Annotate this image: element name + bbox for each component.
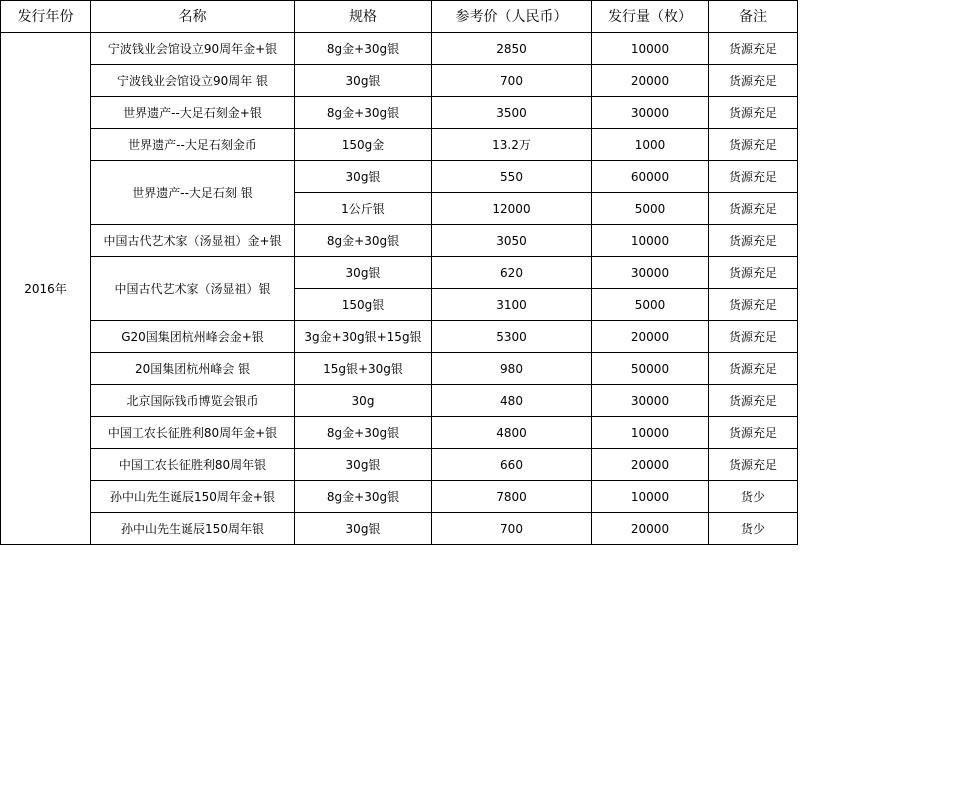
quantity-cell[interactable]: 10000	[592, 481, 709, 513]
price-cell[interactable]: 5300	[432, 321, 592, 353]
price-cell[interactable]: 7800	[432, 481, 592, 513]
name-cell[interactable]: 世界遗产--大足石刻金+银	[91, 97, 295, 129]
header-spec[interactable]: 规格	[295, 1, 432, 33]
year-cell[interactable]: 2016年	[1, 33, 91, 545]
remark-cell[interactable]: 货源充足	[709, 97, 798, 129]
price-cell[interactable]: 660	[432, 449, 592, 481]
price-cell[interactable]: 980	[432, 353, 592, 385]
price-cell[interactable]: 700	[432, 513, 592, 545]
header-year[interactable]: 发行年份	[1, 1, 91, 33]
name-cell[interactable]: 中国工农长征胜利80周年银	[91, 449, 295, 481]
quantity-cell[interactable]: 10000	[592, 33, 709, 65]
table-row	[1, 225, 798, 257]
remark-cell[interactable]: 货源充足	[709, 417, 798, 449]
remark-cell[interactable]: 货源充足	[709, 193, 798, 225]
spec-cell[interactable]: 30g银	[295, 513, 432, 545]
quantity-cell[interactable]: 10000	[592, 225, 709, 257]
spec-cell[interactable]: 30g	[295, 385, 432, 417]
name-cell[interactable]: 中国古代艺术家（汤显祖）金+银	[91, 225, 295, 257]
table-row	[1, 513, 798, 545]
table-row	[1, 97, 798, 129]
spec-cell[interactable]: 1公斤银	[295, 193, 432, 225]
remark-cell[interactable]: 货源充足	[709, 353, 798, 385]
spec-cell[interactable]: 30g银	[295, 161, 432, 193]
name-cell[interactable]: 20国集团杭州峰会 银	[91, 353, 295, 385]
quantity-cell[interactable]: 30000	[592, 257, 709, 289]
header-row	[1, 1, 798, 33]
price-cell[interactable]: 620	[432, 257, 592, 289]
quantity-cell[interactable]: 30000	[592, 97, 709, 129]
table-row	[1, 65, 798, 97]
remark-cell[interactable]: 货源充足	[709, 161, 798, 193]
quantity-cell[interactable]: 30000	[592, 385, 709, 417]
quantity-cell[interactable]: 20000	[592, 513, 709, 545]
price-cell[interactable]: 550	[432, 161, 592, 193]
price-cell[interactable]: 3050	[432, 225, 592, 257]
spec-cell[interactable]: 8g金+30g银	[295, 225, 432, 257]
name-cell[interactable]: 世界遗产--大足石刻金币	[91, 129, 295, 161]
quantity-cell[interactable]: 20000	[592, 321, 709, 353]
quantity-cell[interactable]: 5000	[592, 193, 709, 225]
remark-cell[interactable]: 货少	[709, 481, 798, 513]
price-cell[interactable]: 3500	[432, 97, 592, 129]
remark-cell[interactable]: 货源充足	[709, 289, 798, 321]
quantity-cell[interactable]: 5000	[592, 289, 709, 321]
table-row	[1, 321, 798, 353]
name-cell[interactable]: 世界遗产--大足石刻 银	[91, 161, 295, 225]
spec-cell[interactable]: 150g银	[295, 289, 432, 321]
spec-cell[interactable]: 30g银	[295, 65, 432, 97]
name-cell[interactable]: 孙中山先生诞辰150周年金+银	[91, 481, 295, 513]
quantity-cell[interactable]: 1000	[592, 129, 709, 161]
table-row	[1, 385, 798, 417]
table-row	[1, 161, 798, 193]
quantity-cell[interactable]: 10000	[592, 417, 709, 449]
price-cell[interactable]: 480	[432, 385, 592, 417]
spec-cell[interactable]: 150g金	[295, 129, 432, 161]
quantity-cell[interactable]: 60000	[592, 161, 709, 193]
header-quantity[interactable]: 发行量（枚）	[592, 1, 709, 33]
remark-cell[interactable]: 货源充足	[709, 33, 798, 65]
name-cell[interactable]: 宁波钱业会馆设立90周年金+银	[91, 33, 295, 65]
quantity-cell[interactable]: 50000	[592, 353, 709, 385]
remark-cell[interactable]: 货源充足	[709, 321, 798, 353]
quantity-cell[interactable]: 20000	[592, 449, 709, 481]
table-row	[1, 353, 798, 385]
spec-cell[interactable]: 30g银	[295, 449, 432, 481]
table-row	[1, 449, 798, 481]
price-cell[interactable]: 2850	[432, 33, 592, 65]
remark-cell[interactable]: 货源充足	[709, 257, 798, 289]
header-name[interactable]: 名称	[91, 1, 295, 33]
price-cell[interactable]: 13.2万	[432, 129, 592, 161]
spec-cell[interactable]: 8g金+30g银	[295, 417, 432, 449]
spec-cell[interactable]: 8g金+30g银	[295, 481, 432, 513]
header-price[interactable]: 参考价（人民币）	[432, 1, 592, 33]
remark-cell[interactable]: 货少	[709, 513, 798, 545]
name-cell[interactable]: 中国古代艺术家（汤显祖）银	[91, 257, 295, 321]
remark-cell[interactable]: 货源充足	[709, 225, 798, 257]
spec-cell[interactable]: 8g金+30g银	[295, 33, 432, 65]
price-cell[interactable]: 700	[432, 65, 592, 97]
name-cell[interactable]: 宁波钱业会馆设立90周年 银	[91, 65, 295, 97]
price-cell[interactable]: 4800	[432, 417, 592, 449]
spec-cell[interactable]: 8g金+30g银	[295, 97, 432, 129]
name-cell[interactable]: 北京国际钱币博览会银币	[91, 385, 295, 417]
spec-cell[interactable]: 15g银+30g银	[295, 353, 432, 385]
table-row	[1, 417, 798, 449]
spec-cell[interactable]: 30g银	[295, 257, 432, 289]
remark-cell[interactable]: 货源充足	[709, 385, 798, 417]
header-remark[interactable]: 备注	[709, 1, 798, 33]
remark-cell[interactable]: 货源充足	[709, 449, 798, 481]
table-row	[1, 481, 798, 513]
table-row	[1, 129, 798, 161]
name-cell[interactable]: 中国工农长征胜利80周年金+银	[91, 417, 295, 449]
table-row	[1, 33, 798, 65]
price-cell[interactable]: 12000	[432, 193, 592, 225]
remark-cell[interactable]: 货源充足	[709, 129, 798, 161]
table-row	[1, 257, 798, 289]
price-cell[interactable]: 3100	[432, 289, 592, 321]
name-cell[interactable]: G20国集团杭州峰会金+银	[91, 321, 295, 353]
remark-cell[interactable]: 货源充足	[709, 65, 798, 97]
spec-cell[interactable]: 3g金+30g银+15g银	[295, 321, 432, 353]
quantity-cell[interactable]: 20000	[592, 65, 709, 97]
name-cell[interactable]: 孙中山先生诞辰150周年银	[91, 513, 295, 545]
